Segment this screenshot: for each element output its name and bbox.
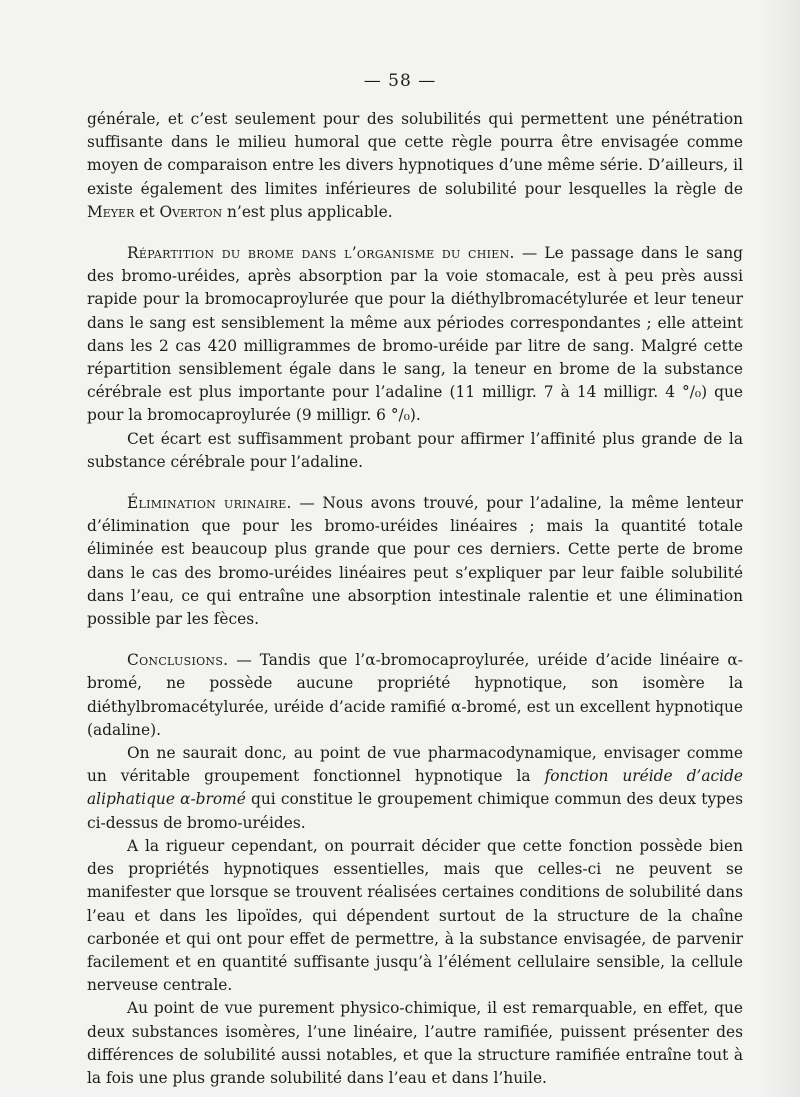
conjunction-text: et [134,202,160,221]
paragraph-physico-chimique: Au point de vue purement physico-chimique, il est remarquable, en effet, que deux substances isomères, l’une linéaire, l’autre ramifiée, puissent présenter des différences de solubilité aussi notables, et que la structure ramifiée entraîne tout à la fois une plus grande solubilité dans l’eau et dans l’huile. [87,999,743,1087]
section-heading-repartition: Répartition du brome dans l’organisme du chien. [127,244,515,263]
section-heading-conclusions: Conclusions. [127,651,229,670]
paragraph-text-end: qui constitue le groupement chimique commun des deux types ci-dessus de bromo-uréides. [87,790,744,832]
paragraph-text-start: On ne saurait donc, au point de vue pharmacodynamique, envisager comme un véritable groupement fonctionnel hypnotique la [87,744,743,786]
section-text-conclusions: — Tandis que l’α-bromocaproylurée, uréide d’acide linéaire α-bromé, ne possède aucune propriété hypnotique, son isomère la diéthylbromacétylurée, uréide d’acide ramifié α-bromé, est un excellent hypnotique (adaline). [87,651,743,739]
paragraph-text: générale, et c’est seulement pour des solubilités qui permettent une pénétration suffisante dans le milieu humoral que cette règle pourra être envisagée comme moyen de comparaison entre les divers hypnotiques d’une même série. D’ailleurs, il existe également des limites inférieures de solubilité pour lesquelles la règle de [87,110,743,198]
author-name-overton: Overton [159,202,223,221]
page-edge-shadow [760,0,800,1097]
paragraph-text-end: n’est plus applicable. [222,202,393,221]
section-heading-elimination: Élimination urinaire. [127,494,292,513]
paragraph-ecart: Cet écart est suffisamment probant pour affirmer l’affinité plus grande de la substance cérébrale pour l’adaline. [87,429,743,471]
section-conclusions [87,649,743,742]
body-text [87,108,743,1090]
section-elimination [87,492,743,631]
section-text-repartition: — Le passage dans le sang des bromo-uréides, après absorption par la voie stomacale, est à peu près aussi rapide pour la bromocaproylurée que pour la diéthylbromacétylurée et leur teneur dans le sang est sensiblement la même aux périodes correspondantes ; elle atteint dans les 2 cas 420 milligrammes de bromo-uréide par litre de sang. Malgré cette répartition sensiblement égale dans le sang, la teneur en brome de la substance cérébrale est plus importante pour l’adaline (11 milligr. 7 à 14 milligr. 4 °/₀) que pour la bromocaproylurée (9 milligr. 6 °/₀). [87,244,743,425]
paragraph-rigueur: A la rigueur cependant, on pourrait décider que cette fonction possède bien des propriétés hypnotiques essentielles, mais que celles-ci ne peuvent se manifester que lorsque se trouvent réalisées certaines conditions de solubilité dans l’eau et dans les lipoïdes, qui dépendent surtout de la structure de la chaîne carbonée et qui ont pour effet de permettre, à la substance envisagée, de parvenir facilement et en quantité suffisante jusqu’à l’élément cellulaire sensible, la cellule nerveuse centrale. [87,836,743,995]
section-text-elimination: — Nous avons trouvé, pour l’adaline, la même lenteur d’élimination que pour les bromo-uréides linéaires ; mais la quantité totale éliminée est beaucoup plus grande que pour ces derniers. Cette perte de brome dans le cas des bromo-uréides linéaires peut s’expliquer par leur faible solubilité dans l’eau, ce qui entraîne une absorption intestinale ralentie et une élimination possible par les fèces. [87,494,743,629]
page-number: — 58 — [363,71,437,91]
author-name-meyer: Meyer [87,202,135,221]
italic-function-name: fonction uréide d’acide aliphatique α-bromé [87,767,744,809]
paragraph-continuation [87,108,743,224]
paragraph-pharmacodynamique [87,742,743,835]
section-repartition [87,242,743,428]
